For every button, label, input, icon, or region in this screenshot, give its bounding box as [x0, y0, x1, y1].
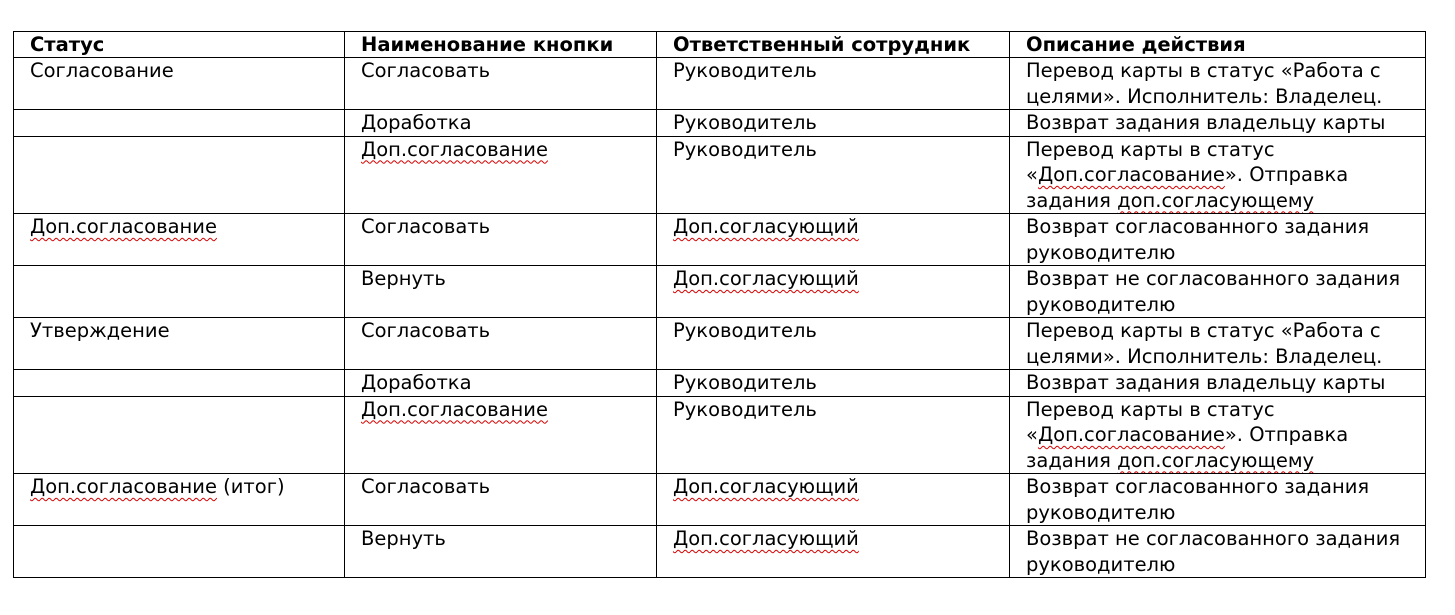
status-cell: Согласование: [14, 58, 345, 110]
button-name-cell: [345, 136, 657, 214]
spellcheck-word: Доп.согласование: [1037, 163, 1225, 186]
spellcheck-word: Доп.согласование: [1037, 423, 1225, 446]
button-name-cell: Согласовать: [345, 214, 657, 266]
table-row: [14, 110, 1426, 137]
header-action-description: Описание действия: [1010, 32, 1426, 58]
employee-cell: Руководитель: [657, 110, 1010, 137]
description-cell: Возврат задания владельцу карты: [1010, 110, 1426, 137]
employee-cell: [657, 526, 1010, 578]
button-name-cell: Вернуть: [345, 526, 657, 578]
description-text: ». Отправка задания: [1026, 163, 1349, 212]
description-cell: Возврат задания владельцу карты: [1010, 370, 1426, 397]
spellcheck-word: Доп.согласование: [361, 137, 548, 161]
spellcheck-word: Доп.согласование: [30, 475, 217, 498]
description-text: ». Отправка задания: [1026, 423, 1349, 472]
status-cell: [14, 266, 345, 318]
button-name-cell: Вернуть: [345, 266, 657, 318]
button-name-cell: Согласовать: [345, 318, 657, 370]
button-name-cell: Доработка: [345, 110, 657, 137]
description-cell: Возврат согласованного задания руководителю: [1010, 214, 1426, 266]
employee-cell: [657, 266, 1010, 318]
status-cell: [14, 474, 345, 526]
table-row: [14, 58, 1426, 110]
employee-cell: [657, 214, 1010, 266]
spellcheck-word: Доп.согласующий: [673, 475, 859, 498]
spellcheck-word: Доп.согласование: [361, 397, 548, 421]
status-cell: [14, 526, 345, 578]
status-cell: [14, 136, 345, 214]
employee-cell: Руководитель: [657, 136, 1010, 214]
status-suffix: (итог): [216, 475, 285, 498]
spellcheck-word: Доп.согласование: [30, 215, 217, 238]
status-cell: [14, 214, 345, 266]
description-cell: [1010, 396, 1426, 474]
description-text: Перевод карты в статус «: [1026, 397, 1275, 446]
description-cell: Возврат согласованного задания руководителю: [1010, 474, 1426, 526]
header-status: Статус: [14, 32, 345, 58]
employee-cell: Руководитель: [657, 396, 1010, 474]
description-cell: Перевод карты в статус «Работа с целями». Исполнитель: Владелец.: [1010, 318, 1426, 370]
description-cell: [1010, 136, 1426, 214]
table-row: [14, 136, 1426, 214]
description-cell: Перевод карты в статус «Работа с целями». Исполнитель: Владелец.: [1010, 58, 1426, 110]
table-row: [14, 214, 1426, 266]
status-actions-table: [13, 31, 1426, 578]
table-row: [14, 474, 1426, 526]
table-row: [14, 526, 1426, 578]
description-cell: Возврат не согласованного задания руководителю: [1010, 266, 1426, 318]
table-row: [14, 396, 1426, 474]
table-row: [14, 370, 1426, 397]
description-text: Перевод карты в статус «: [1026, 137, 1275, 186]
status-cell: Утверждение: [14, 318, 345, 370]
table-header-row: [14, 32, 1426, 58]
status-cell: [14, 110, 345, 137]
button-name-cell: [345, 396, 657, 474]
status-cell: [14, 396, 345, 474]
employee-cell: Руководитель: [657, 58, 1010, 110]
employee-cell: Руководитель: [657, 370, 1010, 397]
spellcheck-word: Доп.согласующий: [673, 527, 859, 550]
spellcheck-word: доп.согласующему: [1117, 188, 1315, 212]
spellcheck-word: Доп.согласующий: [673, 215, 859, 238]
employee-cell: [657, 474, 1010, 526]
spellcheck-word: Доп.согласующий: [673, 267, 859, 290]
table-row: [14, 318, 1426, 370]
description-cell: Возврат не согласованного задания руководителю: [1010, 526, 1426, 578]
button-name-cell: Согласовать: [345, 58, 657, 110]
status-cell: [14, 370, 345, 397]
button-name-cell: Согласовать: [345, 474, 657, 526]
header-responsible-employee: Ответственный сотрудник: [657, 32, 1010, 58]
spellcheck-word: доп.согласующему: [1117, 448, 1315, 472]
button-name-cell: Доработка: [345, 370, 657, 397]
table-row: [14, 266, 1426, 318]
header-button-name: Наименование кнопки: [345, 32, 657, 58]
employee-cell: Руководитель: [657, 318, 1010, 370]
